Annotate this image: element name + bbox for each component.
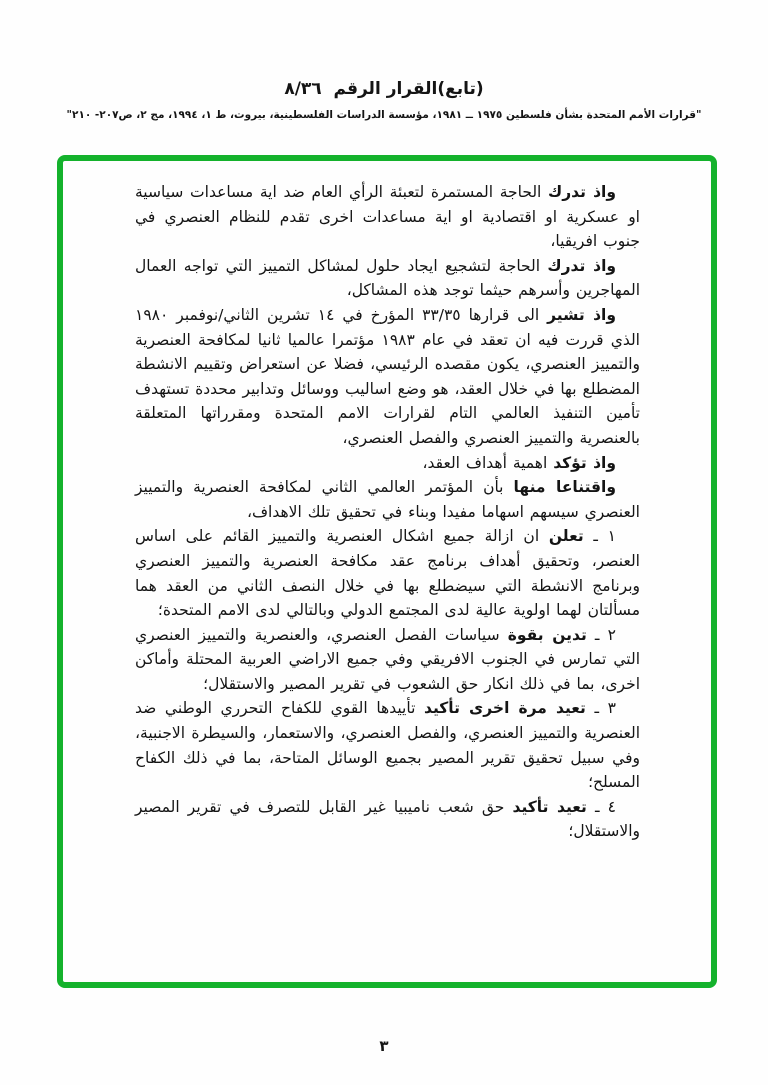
item-number: ٢ ـ (586, 625, 616, 644)
document-header (0, 78, 768, 122)
paragraph-text: الى قرارها ٣٣/٣٥ المؤرخ في ١٤ تشرين الثاني/نوفمبر ١٩٨٠ الذي قررت فيه ان تعقد في عام ١٩٨٣ مؤتمرا عالميا ثانيا لمكافحة العنصرية والتمييز العنصري، يكون مقصده الرئيسي، فضلا عن استعراض وتقييم الانشطة المضطلع بها في خلال العقد، هو وضع اساليب ووسائل وتدابير محددة تستهدف تأمين التنفيذ العالمي التام لقرارات الامم المتحدة ومقرراتها المتعلقة بالعنصرية والتمييز العنصري والفصل العنصري، (135, 305, 640, 447)
paragraph-lead: تعلن (548, 527, 584, 546)
paragraph-text: سياسات الفصل العنصري، والعنصرية والتمييز العنصري التي تمارس في الجنوب الافريقي وفي جميع الاراضي العربية المحتلة وأماكن اخرى، بما في ذلك انكار حق الشعوب في تقرير المصير والاستقلال؛ (135, 625, 640, 693)
paragraph-lead: تدين بقوة (507, 625, 587, 644)
operative-paragraph (135, 524, 640, 622)
paragraph-text: ان ازالة جميع اشكال العنصرية والتمييز القائم على اساس العنصر، وتحقيق أهداف برنامج عقد مكافحة العنصرية والتمييز العنصري وبرنامج الانشطة التي سيضطلع بها في خلال النصف الثاني من العقد هما مسألتان لهما اولوية عالية لدى المجتمع الدولي وبالتالي لدى الامم المتحدة؛ (135, 527, 640, 620)
paragraph-text: الحاجة المستمرة لتعبئة الرأي العام ضد اية مساعدات سياسية او عسكرية او اقتصادية او اية مساعدات اخرى تقدم للنظام العنصري في جنوب افريقيا، (135, 183, 640, 251)
paragraph-lead: واقتناعا منها (513, 478, 616, 497)
paragraph-lead: واذ تدرك (548, 183, 617, 201)
paragraph-lead: تعيد مرة اخرى تأكيد (424, 699, 586, 718)
paragraph-lead: تعيد تأكيد (512, 797, 587, 816)
paragraph-lead: واذ تدرك (547, 256, 617, 275)
resolution-title: (تابع)القرار الرقم ٨/٣٦ (284, 79, 484, 99)
preamble-paragraph (135, 254, 640, 303)
item-number: ٤ ـ (586, 797, 616, 816)
preamble-paragraph (135, 180, 640, 254)
source-citation: "قرارات الأمم المتحدة بشأن فلسطين ١٩٧٥ ــ ١٩٨١، مؤسسة الدراسات الفلسطينية، بيروت، ط ١، ١٩٩٤، مج ٢، ص٢٠٧- ٢١٠" (66, 109, 702, 121)
operative-paragraph (135, 696, 640, 794)
paragraph-text: الحاجة لتشجيع ايجاد حلول لمشاكل التمييز التي تواجه العمال المهاجرين وأسرهم حيثما توجد هذه المشاكل، (135, 256, 640, 300)
paragraph-lead: واذ تؤكد (553, 453, 616, 472)
paragraph-text: تأييدها القوي للكفاح التحرري الوطني ضد العنصرية والتمييز العنصري، والفصل العنصري، والاستعمار، والسيطرة الاجنبية، وفي سبيل تحقيق تقرير المصير بجميع الوسائل المتاحة، بما في ذلك الكفاح المسلح؛ (135, 699, 640, 792)
operative-paragraph (135, 795, 640, 844)
paragraph-text: حق شعب ناميبيا غير القابل للتصرف في تقرير المصير والاستقلال؛ (135, 797, 640, 841)
item-number: ١ ـ (583, 527, 616, 546)
preamble-paragraph (135, 475, 640, 524)
resolution-body (63, 161, 711, 844)
item-number: ٣ ـ (585, 699, 616, 718)
preamble-paragraph (135, 303, 640, 451)
page-footer (0, 1036, 768, 1055)
paragraph-text: اهمية أهداف العقد، (422, 453, 554, 472)
paragraph-lead: واذ تشير (547, 305, 616, 324)
page-number: ٣ (379, 1037, 389, 1055)
operative-paragraph (135, 623, 640, 697)
paragraph-text: بأن المؤتمر العالمي الثاني لمكافحة العنصرية والتمييز العنصري سيسهم اسهاما مفيدا وبناء في تحقيق تلك الاهداف، (135, 478, 640, 521)
preamble-paragraph (135, 451, 640, 476)
